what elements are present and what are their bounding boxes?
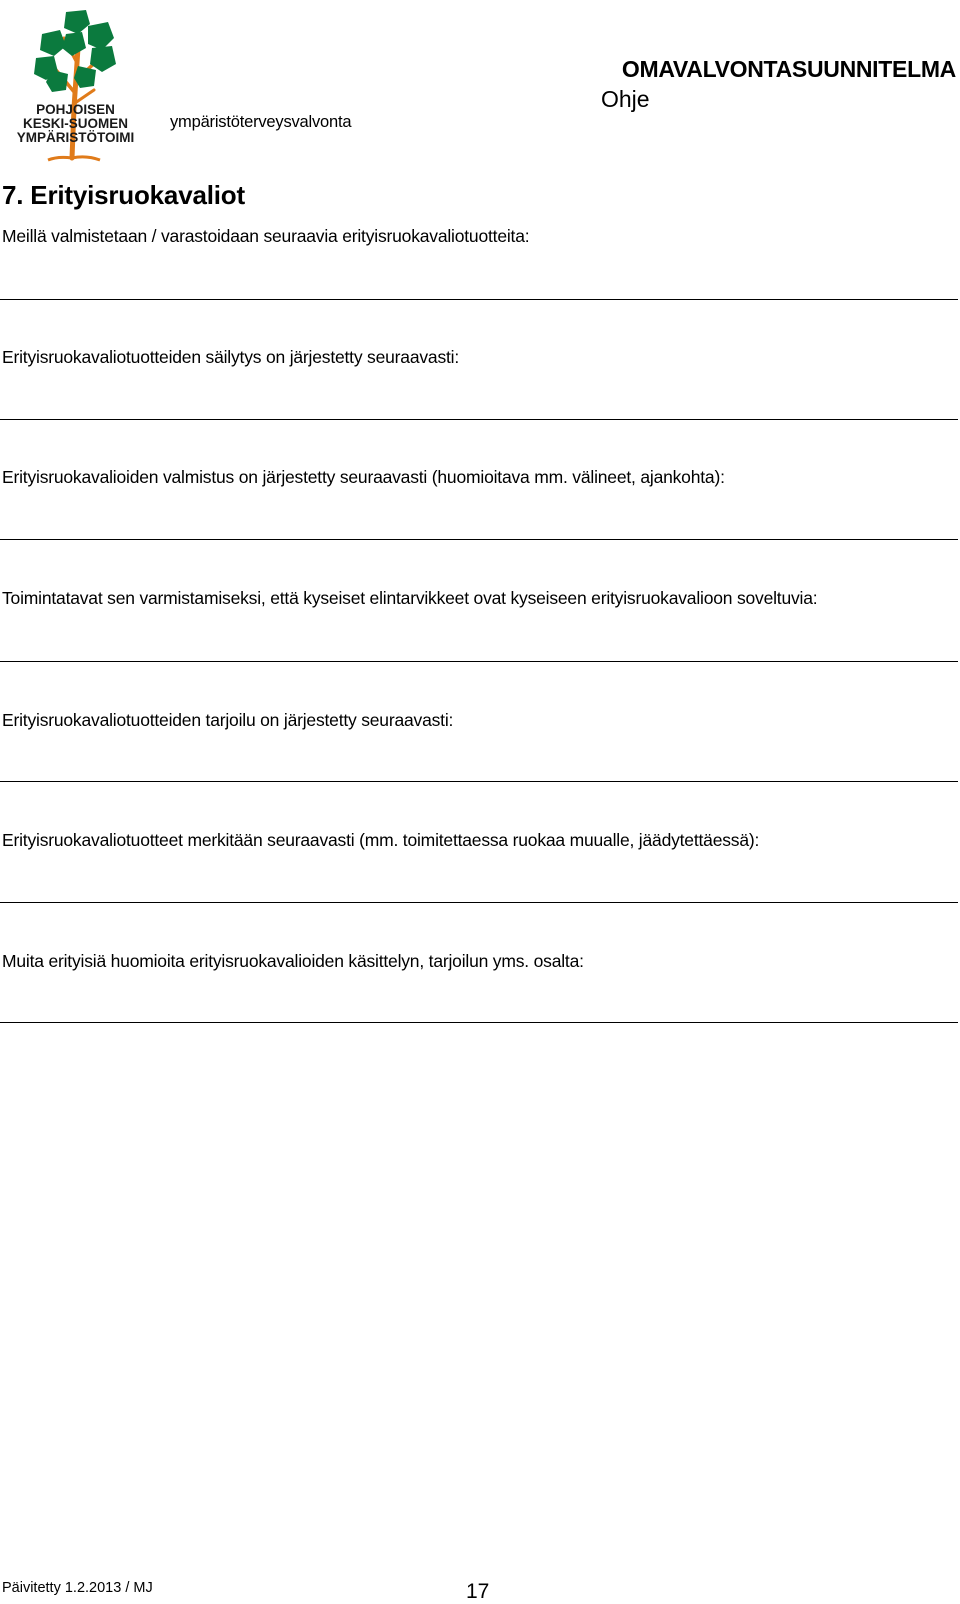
answer-line bbox=[0, 539, 958, 540]
logo-text-line3: YMPÄRISTÖTOIMI bbox=[16, 130, 135, 145]
question-storage: Erityisruokavaliotuotteiden säilytys on järjestetty seuraavasti: bbox=[2, 347, 459, 367]
answer-line bbox=[0, 1022, 958, 1023]
logo-text-line1: POHJOISEN bbox=[36, 102, 115, 117]
question-serving: Erityisruokavaliotuotteiden tarjoilu on järjestetty seuraavasti: bbox=[2, 710, 454, 730]
question-procedures: Toimintatavat sen varmistamiseksi, että kyseiset elintarvikkeet ovat kyseiseen erityisruokavalioon soveltuvia: bbox=[2, 588, 818, 608]
logo-text-line2: KESKI-SUOMEN bbox=[22, 116, 128, 131]
organization-logo bbox=[8, 8, 143, 160]
page-number: 17 bbox=[466, 1580, 490, 1603]
question-other-notes: Muita erityisiä huomioita erityisruokavalioiden käsittelyn, tarjoilun yms. osalta: bbox=[2, 951, 584, 971]
answer-line bbox=[0, 781, 958, 782]
question-preparation: Erityisruokavalioiden valmistus on järjestetty seuraavasti (huomioitava mm. välineet, ajankohta): bbox=[2, 467, 725, 487]
document-title: OMAVALVONTASUUNNITELMA bbox=[621, 56, 956, 82]
answer-line bbox=[0, 661, 958, 662]
answer-line bbox=[0, 902, 958, 903]
question-labeling: Erityisruokavaliotuotteet merkitään seuraavasti (mm. toimitettaessa ruokaa muualle, jäädytettäessä): bbox=[2, 830, 760, 850]
footer-updated-date: Päivitetty 1.2.2013 / MJ bbox=[2, 1580, 153, 1596]
intro-question: Meillä valmistetaan / varastoidaan seuraavia erityisruokavaliotuotteita: bbox=[2, 226, 530, 246]
department-name: ympäristöterveysvalvonta bbox=[170, 113, 352, 131]
document-subtitle: Ohje bbox=[601, 86, 650, 112]
section-heading: 7. Erityisruokavaliot bbox=[2, 180, 245, 210]
answer-line bbox=[0, 299, 958, 300]
answer-line bbox=[0, 419, 958, 420]
